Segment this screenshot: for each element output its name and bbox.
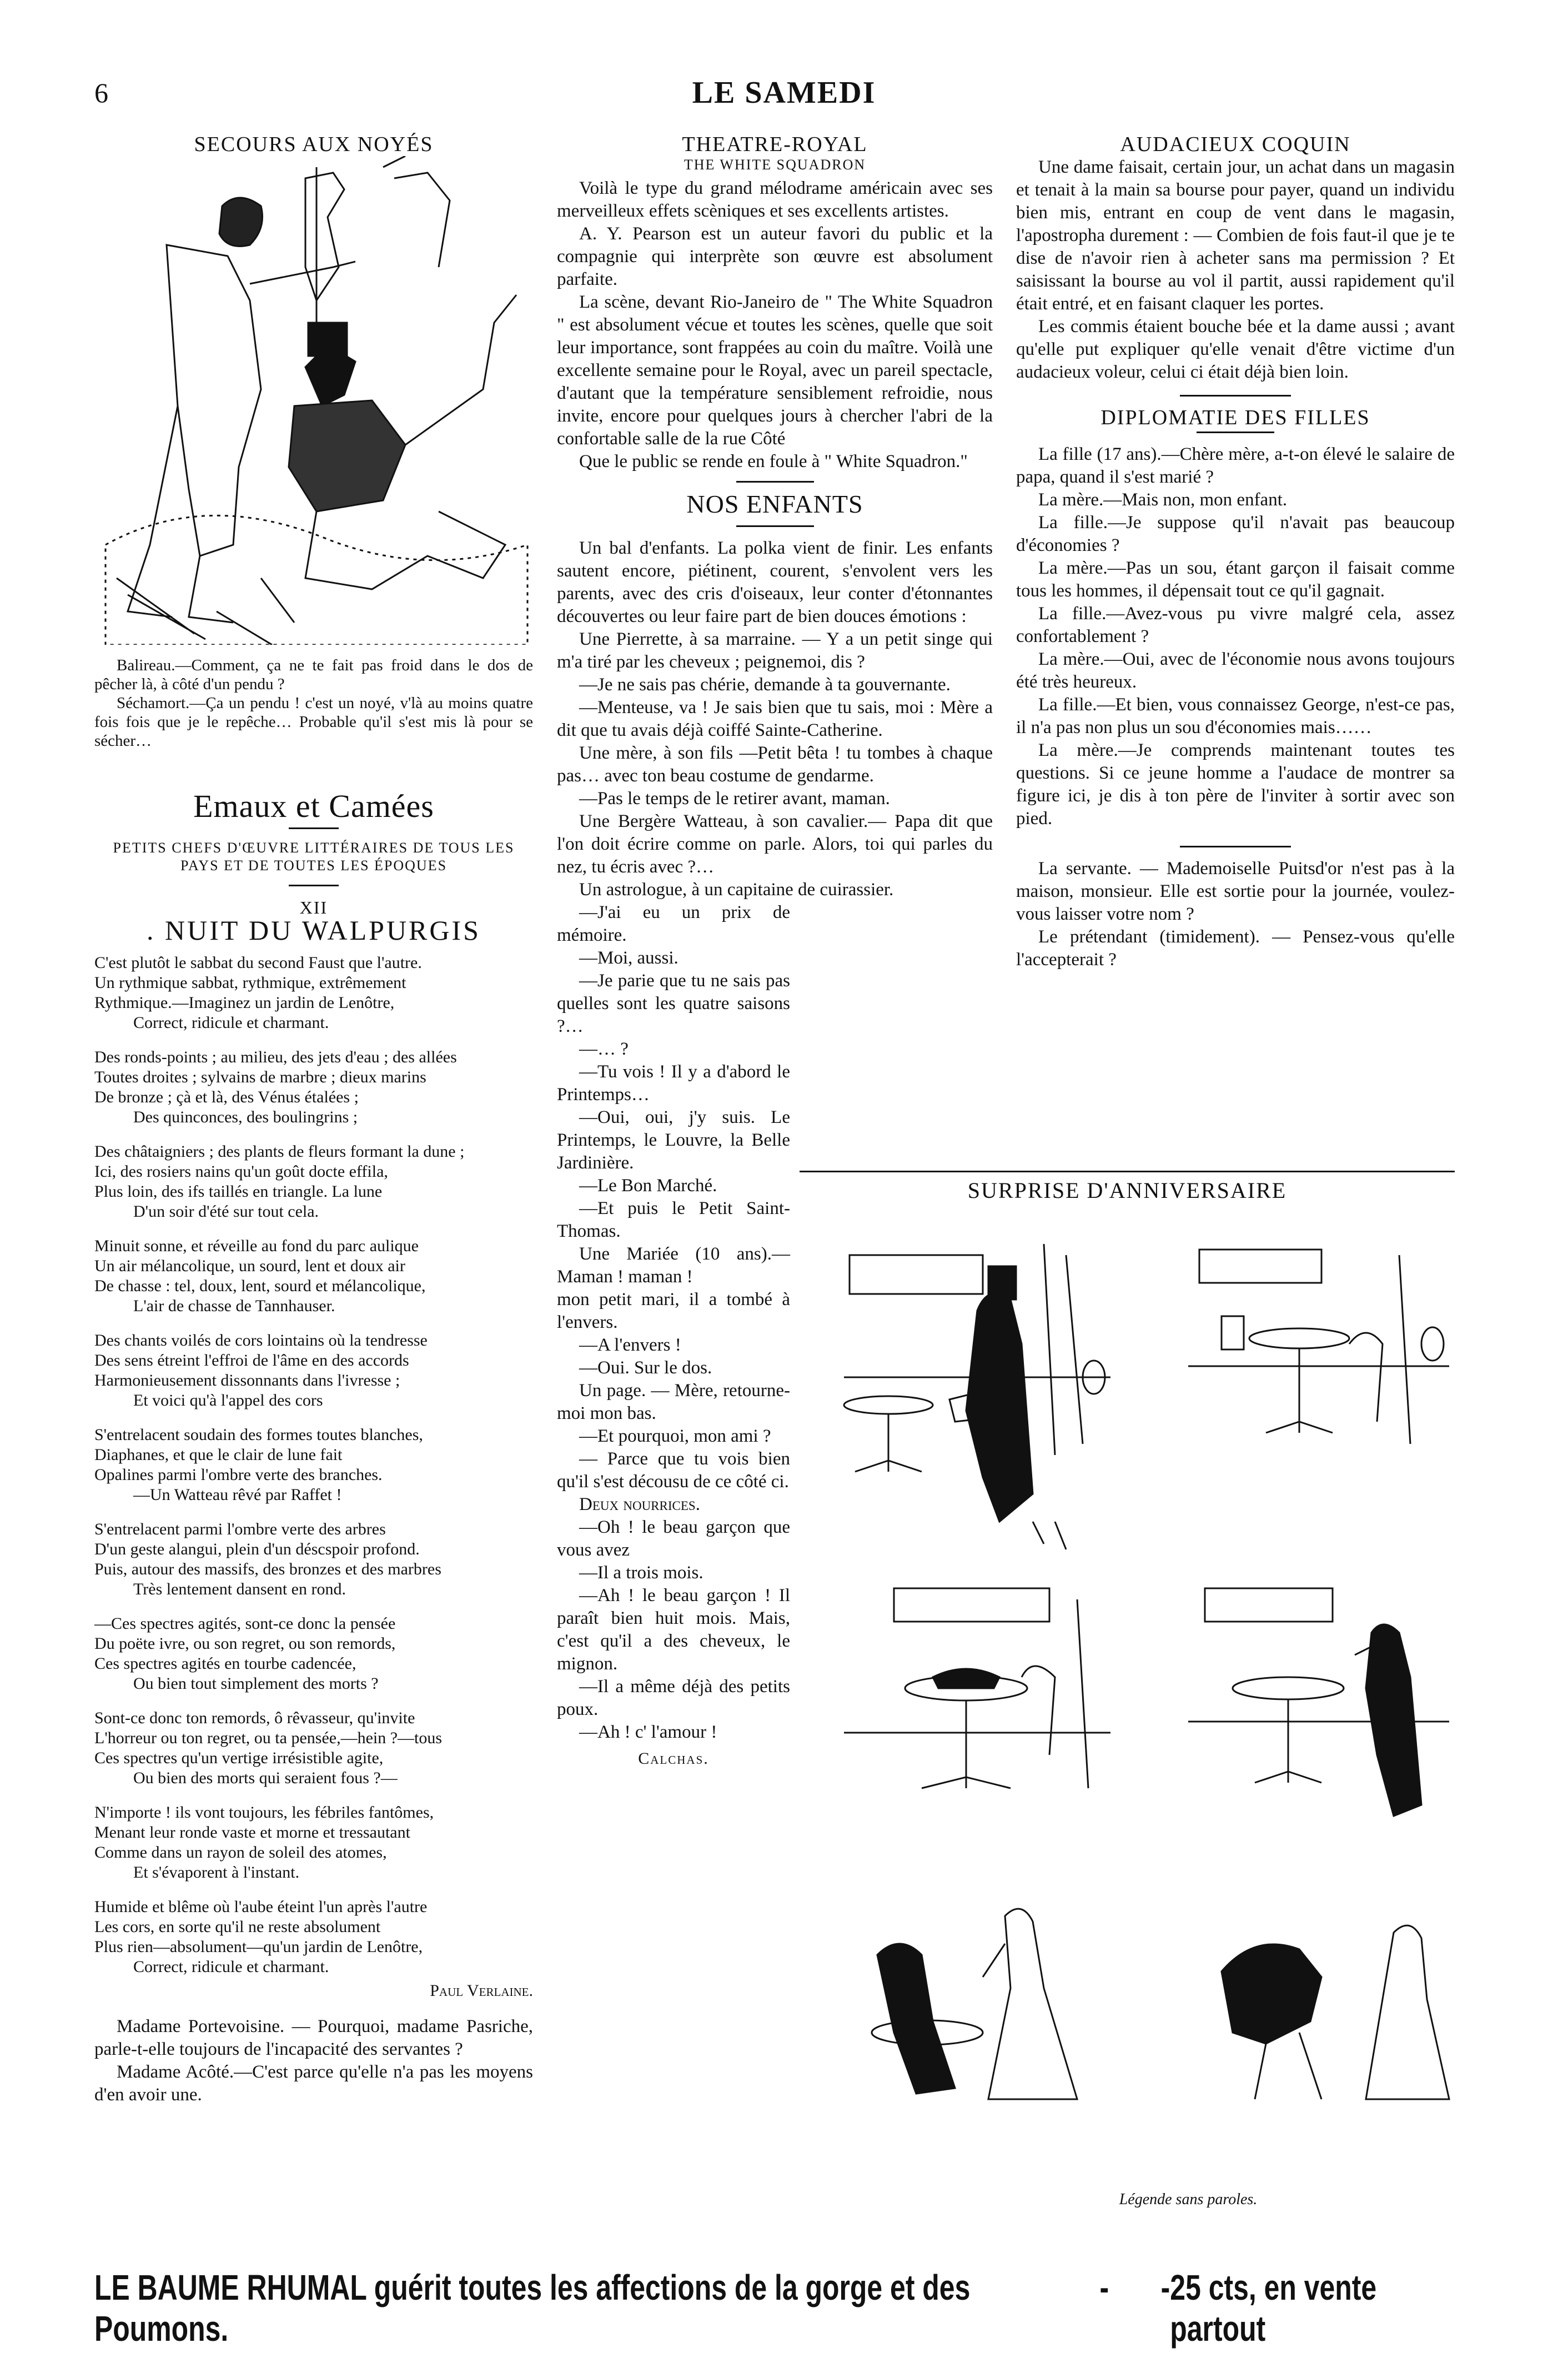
enfants-title: NOS ENFANTS	[686, 490, 863, 518]
theatre-paragraph: La scène, devant Rio-Janeiro de " The White Squadron " est absolument vécue et toutes les scènes, quelle que soit leur importance, sont frappées au coin du maître. Voilà une excellente semaine pour le Royal, avec un pareil spectacle, d'autant que la température sensiblement refroidie, nous invite, encore pour quelques jours à chercher l'abri de la confortable salle de la rue Côté	[557, 292, 993, 449]
emaux-title: Emaux et Camées	[193, 788, 434, 824]
poem-line: —Un Watteau rêvé par Raffet !	[133, 1486, 342, 1504]
poem-line: Correct, ridicule et charmant.	[133, 1014, 329, 1032]
poem-line: Un air mélancolique, un sourd, lent et doux air	[94, 1257, 405, 1275]
divider	[1180, 846, 1291, 847]
poem-line: Ces spectres agités en tourbe cadencée,	[94, 1654, 356, 1673]
poem-line: Harmonieusement dissonnants dans l'ivresse ;	[94, 1371, 400, 1389]
surprise-comic-strip	[822, 1233, 1466, 2194]
madame-dialogue-2: Madame Acôté.—C'est parce qu'elle n'a pas les moyens d'en avoir une.	[94, 2062, 533, 2105]
comic-panel-2	[1188, 1250, 1449, 1444]
page-number: 6	[94, 77, 108, 108]
poem-line: D'un soir d'été sur tout cela.	[133, 1202, 319, 1221]
poem-line: Des ronds-points ; au milieu, des jets d'eau ; des allées	[94, 1048, 457, 1066]
dialogue-line: —Tu vois ! Il y a d'abord le Printemps…	[557, 1062, 790, 1105]
footer-ad-text: LE BAUME RHUMAL guérit toutes les affections de la gorge et des Poumons.	[94, 2267, 971, 2349]
divider	[289, 885, 339, 886]
poem-line: D'un geste alangui, plein d'un déscspoir profond.	[94, 1540, 420, 1558]
poem-line: S'entrelacent soudain des formes toutes blanches,	[94, 1426, 423, 1444]
comic-panel-3	[844, 1588, 1110, 1788]
enfants-narrow-column	[557, 901, 790, 1770]
footer-dash: -	[1099, 2267, 1109, 2307]
secours-illustration	[94, 156, 533, 645]
diplomatie-paragraph: La fille (17 ans).—Chère mère, a-t-on élevé le salaire de papa, quand il s'est marié ?	[1016, 444, 1455, 487]
comic-panel-5	[872, 1909, 1077, 2099]
enfants-paragraph: Une Bergère Watteau, à son cavalier.— Papa dit que l'on doit écrire comme on parle. Alors, toi qui parles du nez, tu écris avec ?…	[557, 811, 993, 877]
poem-title: . NUIT DU WALPURGIS	[147, 915, 481, 946]
coquin-paragraph: Une dame faisait, certain jour, un achat dans un magasin et tenait à la main sa bourse pour payer, quand un individu bien mis, entrant en coup de vent dans le magasin, l'apostropha durement : — Combien de fois faut-il que je te dise de n'avoir rien à acheter sans ma permission ? Et saisissant la bourse au vol il partit, aussi rapidement qu'il était entré, et en faisant claquer les portes.	[1016, 157, 1455, 314]
poem-line: Ici, des rosiers nains qu'un goût docte effila,	[94, 1162, 388, 1181]
dialogue-line: —Moi, aussi.	[579, 948, 679, 968]
poem-line: Des châtaigniers ; des plants de fleurs formant la dune ;	[94, 1142, 465, 1161]
poem-line: Diaphanes, et que le clair de lune fait	[94, 1446, 343, 1464]
dialogue-line: —Oh ! le beau garçon que vous avez	[557, 1517, 790, 1560]
dialogue-line: —A l'envers !	[579, 1335, 681, 1355]
newspaper-title: LE SAMEDI	[692, 76, 876, 110]
surprise-caption: Légende sans paroles.	[1119, 2191, 1258, 2208]
poem-stanza	[94, 1425, 533, 1505]
diplomatie-paragraph: La fille.—Je suppose qu'il n'avait pas beaucoup d'économies ?	[1016, 513, 1455, 555]
diplomatie-paragraph: La mère.—Pas un sou, étant garçon il faisait comme tous les hommes, il dépensait tout ce qu'il gagnait.	[1016, 558, 1455, 601]
emaux-subtitle: PETITS CHEFS D'ŒUVRE LITTÉRAIRES DE TOUS LES PAYS ET DE TOUTES LES ÉPOQUES	[113, 840, 515, 874]
divider	[289, 827, 339, 829]
servante-paragraph: La servante. — Mademoiselle Puitsd'or n'est pas à la maison, monsieur. Elle est sortie pour la journée, voulez-vous laisser votre nom ?	[1016, 859, 1455, 924]
divider	[1197, 432, 1274, 433]
poem-stanza	[94, 1803, 533, 1883]
poem-line: Menant leur ronde vaste et morne et tressautant	[94, 1823, 410, 1842]
column-1	[94, 133, 533, 2106]
dialogue-line: —Il a trois mois.	[579, 1563, 703, 1583]
comic-panel-1	[844, 1244, 1110, 1549]
surprise-title: SURPRISE D'ANNIVERSAIRE	[967, 1178, 1287, 1203]
diplomatie-paragraph: La fille.—Avez-vous pu vivre malgré cela, assez confortablement ?	[1016, 604, 1455, 646]
poem-stanza	[94, 1614, 533, 1694]
poem-line: Très lentement dansent en rond.	[133, 1580, 346, 1598]
coquin-title: AUDACIEUX COQUIN	[1120, 133, 1351, 156]
poem-line: Sont-ce donc ton remords, ô rêvasseur, qu'invite	[94, 1709, 415, 1727]
dialogue-line: —Oui. Sur le dos.	[579, 1358, 712, 1378]
enfants-paragraph: Une Pierrette, à sa marraine. — Y a un petit singe qui m'a tiré par les cheveux ; peignemoi, dis ?	[557, 629, 993, 672]
madame-dialogue-1: Madame Portevoisine. — Pourquoi, madame Pasriche, parle-t-elle toujours de l'incapacité des servantes ?	[94, 2016, 533, 2059]
surprise-divider	[800, 1171, 1455, 1172]
footer-dash: -	[1160, 2267, 1170, 2307]
theatre-paragraph: Que le public se rende en foule à " White Squadron."	[579, 451, 968, 471]
diplomatie-paragraph: La mère.—Mais non, mon enfant.	[1038, 490, 1288, 510]
dialogue-line: Deux nourrices.	[579, 1494, 700, 1514]
poem-line: Correct, ridicule et charmant.	[133, 1958, 329, 1976]
poem-line: Ces spectres qu'un vertige irrésistible agite,	[94, 1749, 384, 1767]
poem-stanza	[94, 1519, 533, 1599]
poem-line: Puis, autour des massifs, des bronzes et des marbres	[94, 1560, 441, 1578]
dialogue-line: Une Mariée (10 ans).—Maman ! maman !	[557, 1244, 790, 1287]
poem-line: N'importe ! ils vont toujours, les fébriles fantômes,	[94, 1803, 434, 1822]
theatre-subtitle: THE WHITE SQUADRON	[684, 157, 866, 173]
dialogue-line: —Ah ! c' l'amour !	[579, 1722, 717, 1742]
column-3	[1016, 133, 1455, 971]
enfants-paragraph: Un bal d'enfants. La polka vient de finir. Les enfants sautent encore, piétinent, courent, s'envolent vers les parents, avec des cris d'oiseaux, leur conter d'étonnantes découvertes ou leur faire part de bien douces émotions :	[557, 538, 993, 626]
enfants-author: Calchas.	[638, 1749, 709, 1768]
dialogue-line: —Je parie que tu ne sais pas quelles sont les quatre saisons ?…	[557, 971, 790, 1036]
poem-line: Des quinconces, des boulingrins ;	[133, 1108, 358, 1126]
diplomatie-paragraph: La mère.—Oui, avec de l'économie nous avons toujours été très heureux.	[1016, 649, 1455, 692]
secours-caption-2: Séchamort.—Ça un pendu ! c'est un noyé, v'là au moins quatre fois fois que je le repêche… Probable qu'il s'est mis là pour se sécher…	[94, 694, 533, 750]
poem-stanza	[94, 1047, 533, 1127]
dialogue-line: —Il a même déjà des petits poux.	[557, 1677, 790, 1719]
poem-line: Et s'évaporent à l'instant.	[133, 1863, 300, 1882]
poem-line: Plus rien—absolument—qu'un jardin de Lenôtre,	[94, 1938, 423, 1956]
poem-line: Comme dans un rayon de soleil des atomes,	[94, 1843, 387, 1862]
comic-panel-6	[1222, 1925, 1449, 2099]
footer-advertisement	[94, 2267, 1476, 2349]
servante-paragraph: Le prétendant (timidement). — Pensez-vous qu'elle l'accepterait ?	[1016, 927, 1455, 970]
poem-line: Plus loin, des ifs taillés en triangle. La lune	[94, 1182, 383, 1201]
divider	[1180, 395, 1291, 397]
diplomatie-title: DIPLOMATIE DES FILLES	[1100, 406, 1370, 429]
poem-line: Un rythmique sabbat, rythmique, extrêmement	[94, 974, 406, 992]
poem-line: Et voici qu'à l'appel des cors	[133, 1391, 323, 1409]
enfants-paragraph: —Menteuse, va ! Je sais bien que tu sais, moi : Mère a dit que tu avais déjà coiffé Sainte-Catherine.	[557, 698, 993, 740]
dialogue-line: Un page. — Mère, retourne-moi mon bas.	[557, 1381, 790, 1423]
secours-title: SECOURS AUX NOYÉS	[194, 133, 434, 156]
dialogue-line: —Et puis le Petit Saint-Thomas.	[557, 1198, 790, 1241]
dialogue-line: —Oui, oui, j'y suis. Le Printemps, le Louvre, la Belle Jardinière.	[557, 1107, 790, 1173]
poem-line: Humide et blême où l'aube éteint l'un après l'autre	[94, 1898, 428, 1916]
diplomatie-paragraph: La mère.—Je comprends maintenant toutes tes questions. Si ce jeune homme a l'audace de montrer sa figure ici, je dis à ton père de l'inviter à sortir avec son pied.	[1016, 740, 1455, 829]
poem-stanza	[94, 1236, 533, 1316]
enfants-paragraph: Une mère, à son fils —Petit bêta ! tu tombes à chaque pas… avec ton beau costume de gendarme.	[557, 743, 993, 786]
poem-stanza	[94, 1331, 533, 1411]
poem-line: Des chants voilés de cors lointains où la tendresse	[94, 1331, 428, 1349]
poem-line: Les cors, en sorte qu'il ne reste absolument	[94, 1918, 381, 1936]
poem-author: Paul Verlaine.	[430, 1981, 533, 2000]
diplomatie-paragraph: La fille.—Et bien, vous connaissez George, n'est-ce pas, il n'a pas non plus un sou d'économies mais……	[1016, 695, 1455, 738]
enfants-paragraph: Un astrologue, à un capitaine de cuirassier.	[579, 880, 894, 900]
poem-line: Toutes droites ; sylvains de marbre ; dieux marins	[94, 1068, 426, 1086]
poem-line: Rythmique.—Imaginez un jardin de Lenôtre,	[94, 994, 395, 1012]
theatre-paragraph: Voilà le type du grand mélodrame américain avec ses merveilleux effets scèniques et ses excellents artistes.	[557, 178, 993, 221]
dialogue-line: —Ah ! le beau garçon ! Il paraît bien huit mois. Mais, c'est qu'il a des cheveux, le mignon.	[557, 1586, 790, 1674]
poem-line: Ou bien tout simplement des morts ?	[133, 1674, 379, 1693]
poem-body	[94, 953, 533, 1977]
poem-line: C'est plutôt le sabbat du second Faust que l'autre.	[94, 954, 422, 972]
poem-stanza	[94, 953, 533, 1033]
divider	[736, 481, 814, 483]
poem-line: Opalines parmi l'ombre verte des branches.	[94, 1466, 383, 1484]
comic-panel-4	[1188, 1588, 1449, 1816]
poem-line: L'air de chasse de Tannhauser.	[133, 1297, 335, 1315]
poem-line: Ou bien des morts qui seraient fous ?—	[133, 1769, 398, 1787]
poem-line: —Ces spectres agités, sont-ce donc la pensée	[94, 1614, 396, 1633]
poem-line: De bronze ; çà et là, des Vénus étalées ;	[94, 1088, 359, 1106]
poem-line: L'horreur ou ton regret, ou ta pensée,—hein ?—tous	[94, 1729, 443, 1747]
poem-line: Des sens étreint l'effroi de l'âme en des accords	[94, 1351, 409, 1369]
theatre-title: THEATRE-ROYAL	[682, 133, 868, 156]
enfants-paragraph: —Je ne sais pas chérie, demande à ta gouvernante.	[579, 675, 951, 695]
poem-line: Du poëte ivre, ou son regret, ou son remords,	[94, 1634, 396, 1653]
dialogue-line: —… ?	[579, 1039, 629, 1059]
dialogue-line: —Le Bon Marché.	[579, 1176, 717, 1196]
footer-price-text: 25 cts, en vente partout	[1170, 2267, 1377, 2349]
theatre-paragraph: A. Y. Pearson est un auteur favori du public et la compagnie qui interprète son œuvre est absolument parfaite.	[557, 224, 993, 289]
dialogue-line: mon petit mari, il a tombé à l'envers.	[557, 1290, 790, 1332]
coquin-paragraph: Les commis étaient bouche bée et la dame aussi ; avant qu'elle put expliquer qu'elle venait d'être victime d'un audacieux voleur, celui ci était déjà bien loin.	[1016, 317, 1455, 382]
poem-line: De chasse : tel, doux, lent, sourd et mélancolique,	[94, 1277, 426, 1295]
poem-stanza	[94, 1897, 533, 1977]
poem-stanza	[94, 1708, 533, 1788]
poem-stanza	[94, 1142, 533, 1222]
poem-number: XII	[299, 897, 328, 917]
dialogue-line: — Parce que tu vois bien qu'il s'est décousu de ce côté ci.	[557, 1449, 790, 1492]
enfants-paragraph: —Pas le temps de le retirer avant, maman.	[579, 789, 890, 809]
dialogue-line: —J'ai eu un prix de mémoire.	[557, 902, 790, 945]
poem-line: Minuit sonne, et réveille au fond du parc aulique	[94, 1237, 419, 1255]
poem-line: S'entrelacent parmi l'ombre verte des arbres	[94, 1520, 386, 1538]
divider	[736, 525, 814, 527]
dialogue-line: —Et pourquoi, mon ami ?	[579, 1426, 771, 1446]
secours-caption-1: Balireau.—Comment, ça ne te fait pas froid dans le dos de pêcher là, à côté d'un pendu ?	[94, 656, 533, 693]
